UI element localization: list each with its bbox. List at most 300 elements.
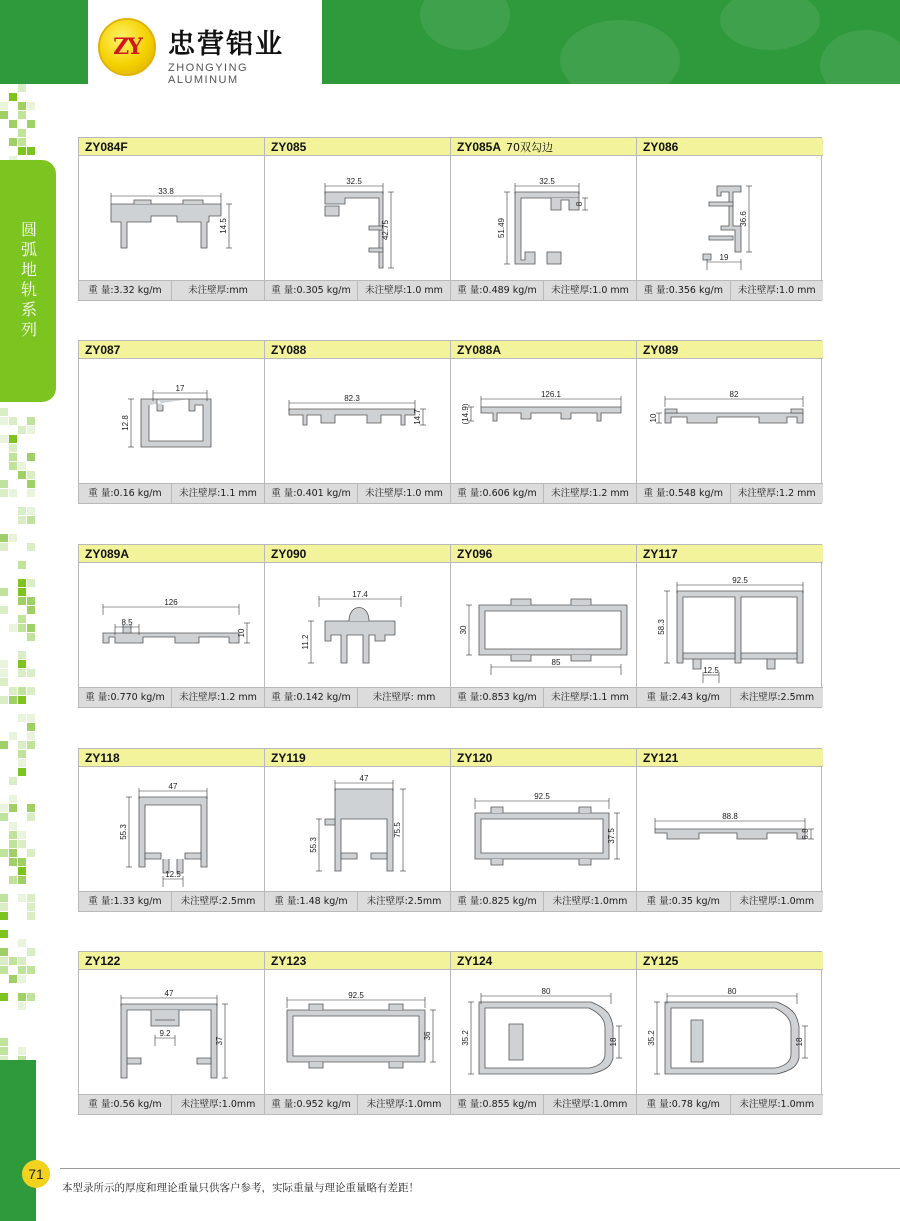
profile-code bbox=[451, 952, 636, 970]
pixel-square bbox=[27, 723, 35, 731]
profile-specs bbox=[265, 483, 450, 503]
profile-card bbox=[637, 341, 823, 503]
pixel-square bbox=[0, 948, 8, 956]
profile-specs bbox=[79, 687, 264, 707]
dimension-label: 35.2 bbox=[461, 1030, 470, 1046]
profile-card bbox=[265, 749, 451, 911]
profile-code bbox=[265, 545, 450, 563]
pixel-square bbox=[18, 651, 26, 659]
profile-card bbox=[637, 138, 823, 300]
profile-code-text: ZY119 bbox=[271, 751, 306, 765]
profile-code bbox=[451, 341, 636, 359]
wall-thickness-spec: 未注壁厚:1.1 mm bbox=[171, 484, 264, 503]
pixel-square bbox=[18, 750, 26, 758]
dimension-label: 8 bbox=[575, 201, 584, 207]
dimension-label: 17.4 bbox=[352, 590, 368, 599]
profile-card bbox=[265, 138, 451, 300]
pixel-square bbox=[18, 876, 26, 884]
pixel-square bbox=[9, 453, 17, 461]
wall-thickness-spec: 未注壁厚:1.2 mm bbox=[171, 688, 264, 707]
pixel-square bbox=[0, 993, 8, 1001]
profile-drawing bbox=[637, 970, 823, 1094]
pixel-square bbox=[27, 633, 35, 641]
pixel-square bbox=[27, 516, 35, 524]
brand-name-en: ZHONGYING ALUMINUM bbox=[168, 62, 249, 86]
dimension-label: 14.7 bbox=[413, 409, 422, 425]
wall-thickness-spec: 未注壁厚:1.0mm bbox=[171, 1095, 264, 1114]
profile-code bbox=[265, 341, 450, 359]
dimension-label: 10 bbox=[649, 413, 658, 423]
pixel-square bbox=[27, 714, 35, 722]
profile-code bbox=[79, 545, 264, 563]
pixel-square bbox=[0, 480, 8, 488]
wall-thickness-spec: 未注壁厚:1.0mm bbox=[543, 1095, 636, 1114]
profile-drawing bbox=[265, 970, 450, 1094]
profile-card bbox=[637, 952, 823, 1114]
pixel-square bbox=[0, 678, 8, 686]
pixel-square bbox=[27, 687, 35, 695]
pixel-square bbox=[27, 597, 35, 605]
weight-spec: 重 量:0.401 kg/m bbox=[271, 488, 351, 499]
profile-specs bbox=[637, 280, 823, 300]
profile-code bbox=[451, 749, 636, 767]
dimension-label: 47 bbox=[164, 989, 174, 998]
profile-row bbox=[78, 748, 822, 912]
profile-drawing bbox=[451, 359, 636, 483]
pixel-square bbox=[0, 696, 8, 704]
profile-note: 70双勾边 bbox=[506, 141, 554, 154]
wall-thickness-spec: 未注壁厚:1.2 mm bbox=[730, 484, 824, 503]
pixel-square bbox=[18, 597, 26, 605]
profile-drawing bbox=[265, 767, 450, 891]
profile-code bbox=[637, 749, 823, 767]
profile-specs bbox=[637, 1094, 823, 1114]
profile-code bbox=[79, 341, 264, 359]
profile-card bbox=[451, 341, 637, 503]
pixel-square bbox=[18, 471, 26, 479]
profile-specs bbox=[265, 687, 450, 707]
profile-specs bbox=[265, 280, 450, 300]
profile-drawing bbox=[79, 156, 264, 280]
pixel-square bbox=[0, 1047, 8, 1055]
weight-spec: 重 量:0.825 kg/m bbox=[457, 896, 537, 907]
weight-spec: 重 量:1.48 kg/m bbox=[274, 896, 348, 907]
pixel-square bbox=[27, 579, 35, 587]
profile-specs bbox=[265, 1094, 450, 1114]
profile-drawing bbox=[451, 767, 636, 891]
profile-specs bbox=[79, 1094, 264, 1114]
pixel-square bbox=[18, 147, 26, 155]
footnote: 本型录所示的厚度和理论重量只供客户参考，实际重量与理论重量略有差距！ bbox=[62, 1182, 419, 1194]
profile-drawing bbox=[637, 359, 823, 483]
brand-name-cn: 忠营铝业 bbox=[168, 29, 284, 60]
pixel-square bbox=[0, 606, 8, 614]
dimension-label: 12.5 bbox=[703, 666, 719, 675]
dimension-label: 75.5 bbox=[393, 822, 402, 838]
leaf-pattern bbox=[820, 30, 900, 84]
wall-thickness-spec: 未注壁厚:1.0 mm bbox=[357, 484, 450, 503]
pixel-square bbox=[18, 894, 26, 902]
pixel-square bbox=[9, 489, 17, 497]
pixel-square bbox=[9, 795, 17, 803]
dimension-label: 47 bbox=[168, 782, 178, 791]
pixel-square bbox=[27, 741, 35, 749]
weight-spec: 重 量:0.16 kg/m bbox=[88, 488, 162, 499]
category-tab bbox=[0, 160, 56, 402]
pixel-square bbox=[18, 426, 26, 434]
dimension-label: 92.5 bbox=[348, 991, 364, 1000]
pixel-square bbox=[9, 831, 17, 839]
wall-thickness-spec: 未注壁厚: mm bbox=[357, 688, 450, 707]
profile-drawing bbox=[637, 563, 823, 687]
profile-code-text: ZY089A bbox=[85, 547, 130, 561]
pixel-square bbox=[18, 84, 26, 92]
dimension-label: 42.75 bbox=[381, 219, 390, 241]
profile-specs bbox=[451, 891, 636, 911]
profile-card bbox=[451, 545, 637, 707]
pixel-square bbox=[27, 426, 35, 434]
pixel-square bbox=[27, 147, 35, 155]
weight-spec: 重 量:0.952 kg/m bbox=[271, 1099, 351, 1110]
pixel-square bbox=[0, 102, 8, 110]
pixel-square bbox=[18, 696, 26, 704]
pixel-square bbox=[9, 777, 17, 785]
profile-specs bbox=[451, 483, 636, 503]
pixel-square bbox=[0, 534, 8, 542]
dimension-label: 8.5 bbox=[121, 618, 133, 627]
profile-code-text: ZY117 bbox=[643, 547, 678, 561]
profile-code-text: ZY084F bbox=[85, 140, 128, 154]
wall-thickness-spec: 未注壁厚:1.2 mm bbox=[543, 484, 636, 503]
pixel-square bbox=[18, 759, 26, 767]
dimension-label: 18 bbox=[795, 1037, 804, 1047]
profile-card bbox=[265, 341, 451, 503]
pixel-square bbox=[27, 543, 35, 551]
profile-code-text: ZY087 bbox=[85, 343, 121, 357]
profile-card bbox=[451, 749, 637, 911]
profile-code bbox=[451, 138, 636, 156]
pixel-square bbox=[27, 894, 35, 902]
profile-specs bbox=[637, 687, 823, 707]
pixel-square bbox=[0, 408, 8, 416]
pixel-square bbox=[18, 1047, 26, 1055]
pixel-square bbox=[18, 858, 26, 866]
weight-spec: 重 量:0.78 kg/m bbox=[646, 1099, 720, 1110]
pixel-square bbox=[27, 993, 35, 1001]
profile-drawing bbox=[79, 563, 264, 687]
profile-code bbox=[265, 952, 450, 970]
profile-code bbox=[79, 138, 264, 156]
dimension-label: 17 bbox=[175, 384, 185, 393]
wall-thickness-spec: 未注壁厚:1.0mm bbox=[543, 892, 636, 911]
profile-specs bbox=[637, 891, 823, 911]
pixel-square bbox=[18, 579, 26, 587]
wall-thickness-spec: 未注壁厚:1.0 mm bbox=[357, 281, 450, 300]
profile-card bbox=[637, 545, 823, 707]
profile-card bbox=[79, 952, 265, 1114]
pixel-square bbox=[9, 858, 17, 866]
pixel-square bbox=[9, 417, 17, 425]
profile-drawing bbox=[265, 156, 450, 280]
dimension-label: 11.2 bbox=[301, 634, 310, 650]
weight-spec: 重 量:0.305 kg/m bbox=[271, 285, 351, 296]
weight-spec: 重 量:3.32 kg/m bbox=[88, 285, 162, 296]
dimension-label: 35.2 bbox=[647, 1030, 656, 1046]
dimension-label: 12.5 bbox=[165, 870, 181, 879]
dimension-label: 36.6 bbox=[739, 211, 748, 227]
pixel-square bbox=[9, 444, 17, 452]
pixel-square bbox=[9, 534, 17, 542]
pixel-square bbox=[9, 93, 17, 101]
profile-code bbox=[637, 545, 823, 563]
pixel-square bbox=[18, 669, 26, 677]
pixel-square bbox=[27, 903, 35, 911]
profile-card bbox=[451, 138, 637, 300]
pixel-square bbox=[9, 687, 17, 695]
profile-code-text: ZY096 bbox=[457, 547, 493, 561]
pixel-square bbox=[18, 714, 26, 722]
zy-logo-icon: ZY bbox=[98, 18, 156, 76]
wall-thickness-spec: 未注壁厚:1.0mm bbox=[730, 1095, 824, 1114]
pixel-square bbox=[18, 138, 26, 146]
pixel-square bbox=[18, 111, 26, 119]
pixel-square bbox=[0, 912, 8, 920]
pixel-square bbox=[0, 417, 8, 425]
pixel-square bbox=[27, 417, 35, 425]
profile-code-text: ZY122 bbox=[85, 954, 121, 968]
dimension-label: 37.5 bbox=[607, 828, 616, 844]
dimension-label: 126.1 bbox=[540, 390, 562, 399]
profile-row bbox=[78, 340, 822, 504]
page-number: 71 bbox=[22, 1160, 50, 1188]
pixel-square bbox=[18, 615, 26, 623]
profile-drawing bbox=[451, 156, 636, 280]
dimension-label: 6.8 bbox=[801, 828, 810, 840]
pixel-square bbox=[27, 489, 35, 497]
dimension-label: 92.5 bbox=[732, 576, 748, 585]
footer-divider bbox=[60, 1168, 900, 1169]
dimension-label: 82.3 bbox=[344, 394, 360, 403]
dimension-label: 14.5 bbox=[219, 218, 228, 234]
pixel-square bbox=[18, 588, 26, 596]
pixel-square bbox=[27, 849, 35, 857]
pixel-square bbox=[9, 975, 17, 983]
weight-spec: 重 量:0.548 kg/m bbox=[643, 488, 723, 499]
pixel-square bbox=[9, 696, 17, 704]
pixel-square bbox=[27, 480, 35, 488]
pixel-square bbox=[9, 435, 17, 443]
profile-code bbox=[265, 749, 450, 767]
pixel-square bbox=[18, 840, 26, 848]
pixel-square bbox=[27, 120, 35, 128]
profile-code-text: ZY088 bbox=[271, 343, 307, 357]
wall-thickness-spec: 未注壁厚:2.5mm bbox=[730, 688, 824, 707]
profile-code-text: ZY085 bbox=[271, 140, 307, 154]
profile-code bbox=[637, 138, 823, 156]
pixel-square bbox=[27, 669, 35, 677]
profile-specs bbox=[637, 483, 823, 503]
profile-code-text: ZY088A bbox=[457, 343, 502, 357]
pixel-square bbox=[18, 939, 26, 947]
profile-card bbox=[265, 952, 451, 1114]
profile-drawing bbox=[265, 563, 450, 687]
wall-thickness-spec: 未注壁厚:1.0 mm bbox=[543, 281, 636, 300]
profile-specs bbox=[79, 891, 264, 911]
pixel-square bbox=[18, 687, 26, 695]
pixel-square bbox=[18, 966, 26, 974]
dimension-label: (14.9) bbox=[461, 403, 470, 425]
pixel-square bbox=[18, 129, 26, 137]
pixel-square bbox=[9, 840, 17, 848]
pixel-square bbox=[27, 966, 35, 974]
pixel-square bbox=[27, 804, 35, 812]
profile-card bbox=[79, 749, 265, 911]
leaf-pattern bbox=[420, 0, 510, 50]
logo-panel bbox=[88, 0, 322, 84]
weight-spec: 重 量:0.606 kg/m bbox=[457, 488, 537, 499]
dimension-label: 82 bbox=[729, 390, 739, 399]
pixel-square bbox=[0, 804, 8, 812]
pixel-square bbox=[27, 606, 35, 614]
dimension-label: 32.5 bbox=[539, 177, 555, 186]
pixel-square bbox=[18, 975, 26, 983]
leaf-pattern bbox=[560, 20, 680, 84]
pixel-square bbox=[9, 822, 17, 830]
dimension-label: 58.3 bbox=[657, 619, 666, 635]
profile-code-text: ZY124 bbox=[457, 954, 493, 968]
weight-spec: 重 量:0.356 kg/m bbox=[643, 285, 723, 296]
profile-specs bbox=[79, 280, 264, 300]
profile-row bbox=[78, 951, 822, 1115]
dimension-label: 33.8 bbox=[158, 187, 174, 196]
weight-spec: 重 量:0.853 kg/m bbox=[457, 692, 537, 703]
dimension-label: 80 bbox=[727, 987, 737, 996]
pixel-square bbox=[18, 507, 26, 515]
profile-card bbox=[637, 749, 823, 911]
profile-drawing bbox=[451, 563, 636, 687]
profile-card bbox=[265, 545, 451, 707]
category-label: 圆弧地轨系列 bbox=[18, 221, 38, 341]
profile-code-text: ZY120 bbox=[457, 751, 493, 765]
pixel-square bbox=[27, 948, 35, 956]
profile-code-text: ZY089 bbox=[643, 343, 679, 357]
pixel-square bbox=[9, 876, 17, 884]
pixel-square bbox=[27, 732, 35, 740]
pixel-square bbox=[9, 624, 17, 632]
pixel-square bbox=[18, 867, 26, 875]
profile-drawing bbox=[79, 767, 264, 891]
dimension-label: 55.3 bbox=[119, 824, 128, 840]
footer-green-block bbox=[0, 1060, 36, 1221]
wall-thickness-spec: 未注壁厚:1.0 mm bbox=[730, 281, 824, 300]
profile-code bbox=[451, 545, 636, 563]
pixel-square bbox=[18, 516, 26, 524]
profile-drawing bbox=[265, 359, 450, 483]
pixel-square bbox=[9, 804, 17, 812]
weight-spec: 重 量:0.56 kg/m bbox=[88, 1099, 162, 1110]
dimension-label: 85 bbox=[551, 658, 561, 667]
pixel-square bbox=[0, 435, 8, 443]
dimension-label: 37 bbox=[215, 1036, 224, 1046]
profile-drawing bbox=[637, 767, 823, 891]
profile-code-text: ZY085A bbox=[457, 140, 502, 154]
dimension-label: 47 bbox=[359, 774, 369, 783]
profile-code-text: ZY125 bbox=[643, 954, 679, 968]
pixel-square bbox=[0, 903, 8, 911]
pixel-square bbox=[27, 507, 35, 515]
pixel-square bbox=[0, 669, 8, 677]
pixel-square bbox=[9, 462, 17, 470]
pixel-square bbox=[0, 930, 8, 938]
pixel-square bbox=[27, 102, 35, 110]
weight-spec: 重 量:0.855 kg/m bbox=[457, 1099, 537, 1110]
wall-thickness-spec: 未注壁厚:2.5mm bbox=[357, 892, 450, 911]
profile-code-text: ZY086 bbox=[643, 140, 679, 154]
profile-code-text: ZY121 bbox=[643, 751, 679, 765]
dimension-label: 126 bbox=[164, 598, 178, 607]
pixel-square bbox=[27, 471, 35, 479]
profile-code bbox=[79, 952, 264, 970]
pixel-square bbox=[27, 912, 35, 920]
wall-thickness-spec: 未注壁厚:1.1 mm bbox=[543, 688, 636, 707]
pixel-square bbox=[0, 489, 8, 497]
profile-code bbox=[79, 749, 264, 767]
pixel-square bbox=[0, 1038, 8, 1046]
profile-drawing bbox=[79, 970, 264, 1094]
dimension-label: 19 bbox=[719, 253, 729, 262]
pixel-square bbox=[18, 462, 26, 470]
wall-thickness-spec: 未注壁厚:2.5mm bbox=[171, 892, 264, 911]
profile-specs bbox=[79, 483, 264, 503]
pixel-square bbox=[18, 624, 26, 632]
dimension-label: 51.49 bbox=[497, 217, 506, 239]
weight-spec: 重 量:0.142 kg/m bbox=[271, 692, 351, 703]
pixel-square bbox=[18, 102, 26, 110]
pixel-square bbox=[0, 849, 8, 857]
dimension-label: 12.8 bbox=[121, 415, 130, 431]
pixel-square bbox=[18, 993, 26, 1001]
weight-spec: 重 量:0.35 kg/m bbox=[646, 896, 720, 907]
pixel-square bbox=[27, 813, 35, 821]
wall-thickness-spec: 未注壁厚:mm bbox=[171, 281, 264, 300]
dimension-label: 30 bbox=[459, 625, 468, 635]
pixel-square bbox=[0, 660, 8, 668]
pixel-square bbox=[0, 111, 8, 119]
profile-code bbox=[637, 952, 823, 970]
profile-card bbox=[79, 545, 265, 707]
pixel-square bbox=[0, 741, 8, 749]
pixel-square bbox=[9, 138, 17, 146]
pixel-square bbox=[18, 957, 26, 965]
pixel-square bbox=[27, 453, 35, 461]
dimension-label: 92.5 bbox=[534, 792, 550, 801]
dimension-label: 10 bbox=[237, 628, 246, 638]
profile-drawing bbox=[79, 359, 264, 483]
pixel-square bbox=[0, 543, 8, 551]
pixel-square bbox=[27, 624, 35, 632]
profile-code-text: ZY118 bbox=[85, 751, 120, 765]
profile-card bbox=[451, 952, 637, 1114]
pixel-square bbox=[18, 831, 26, 839]
profile-row bbox=[78, 544, 822, 708]
weight-spec: 重 量:0.489 kg/m bbox=[457, 285, 537, 296]
pixel-square bbox=[9, 849, 17, 857]
pixel-square bbox=[18, 561, 26, 569]
profile-drawing bbox=[637, 156, 823, 280]
pixel-square bbox=[9, 120, 17, 128]
profile-drawing bbox=[451, 970, 636, 1094]
dimension-label: 36 bbox=[423, 1031, 432, 1041]
